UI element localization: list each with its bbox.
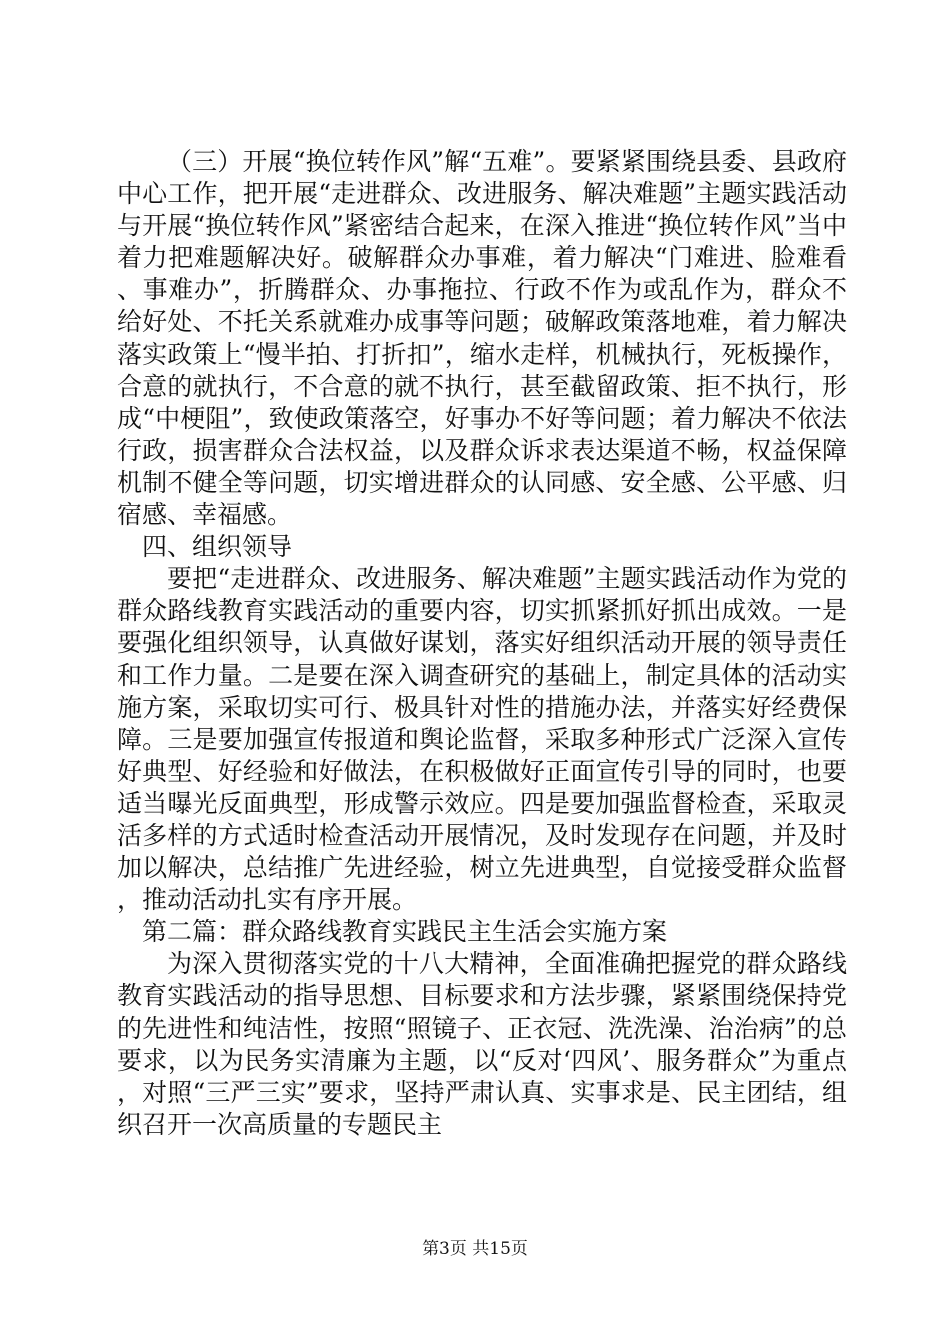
heading-organization-leadership: 四、组织领导 <box>142 532 293 562</box>
paragraph-part-two-intro: 为深入贯彻落实党的十八大精神，全面准确把握党的群众路线教育实践活动的指导思想、目标要求和方法步骤，紧紧围绕保持党的先进性和纯洁性，按照“照镜子、正衣冠、洗洗澡、治治病”的总要求，以为民务实清廉为主题，以“反对‘四风’、服务群众”为重点，对照“三严三实”要求，坚持严肃认真、实事求是、民主团结，组织召开一次高质量的专题民主 <box>117 949 847 1139</box>
page-number-footer: 第3页 共15页 <box>422 1239 528 1259</box>
paragraph-organization-leadership: 要把“走进群众、改进服务、解决难题”主题实践活动作为党的群众路线教育实践活动的重要内容，切实抓紧抓好抓出成效。一是要强化组织领导，认真做好谋划，落实好组织活动开展的领导责任和工作力量。二是要在深入调查研究的基础上，制定具体的活动实施方案，采取切实可行、极具针对性的措施办法，并落实好经费保障。三是要加强宣传报道和舆论监督，采取多种形式广泛深入宣传好典型、好经验和好做法，在积极做好正面宣传引导的同时，也要适当曝光反面典型，形成警示效应。四是要加强监督检查，采取灵活多样的方式适时检查活动开展情况，及时发现存在问题，并及时加以解决，总结推广先进经验，树立先进典型，自觉接受群众监督，推动活动扎实有序开展。 <box>117 564 847 915</box>
paragraph-section-three: （三）开展“换位转作风”解“五难”。要紧紧围绕县委、县政府中心工作，把开展“走进群众、改进服务、解决难题”主题实践活动与开展“换位转作风”紧密结合起来，在深入推进“换位转作风”当中着力把难题解决好。破解群众办事难，着力解决“门难进、脸难看、事难办”，折腾群众、办事拖拉、行政不作为或乱作为，群众不给好处、不托关系就难办成事等问题；破解政策落地难，着力解决落实政策上“慢半拍、打折扣”，缩水走样，机械执行，死板操作，合意的就执行，不合意的就不执行，甚至截留政策、拒不执行，形成“中梗阻”，致使政策落空，好事办不好等问题；着力解决不依法行政，损害群众合法权益，以及群众诉求表达渠道不畅，权益保障机制不健全等问题，切实增进群众的认同感、安全感、公平感、归宿感、幸福感。 <box>117 147 847 530</box>
heading-part-two: 第二篇：群众路线教育实践民主生活会实施方案 <box>142 917 668 947</box>
document-body <box>117 146 847 1141</box>
